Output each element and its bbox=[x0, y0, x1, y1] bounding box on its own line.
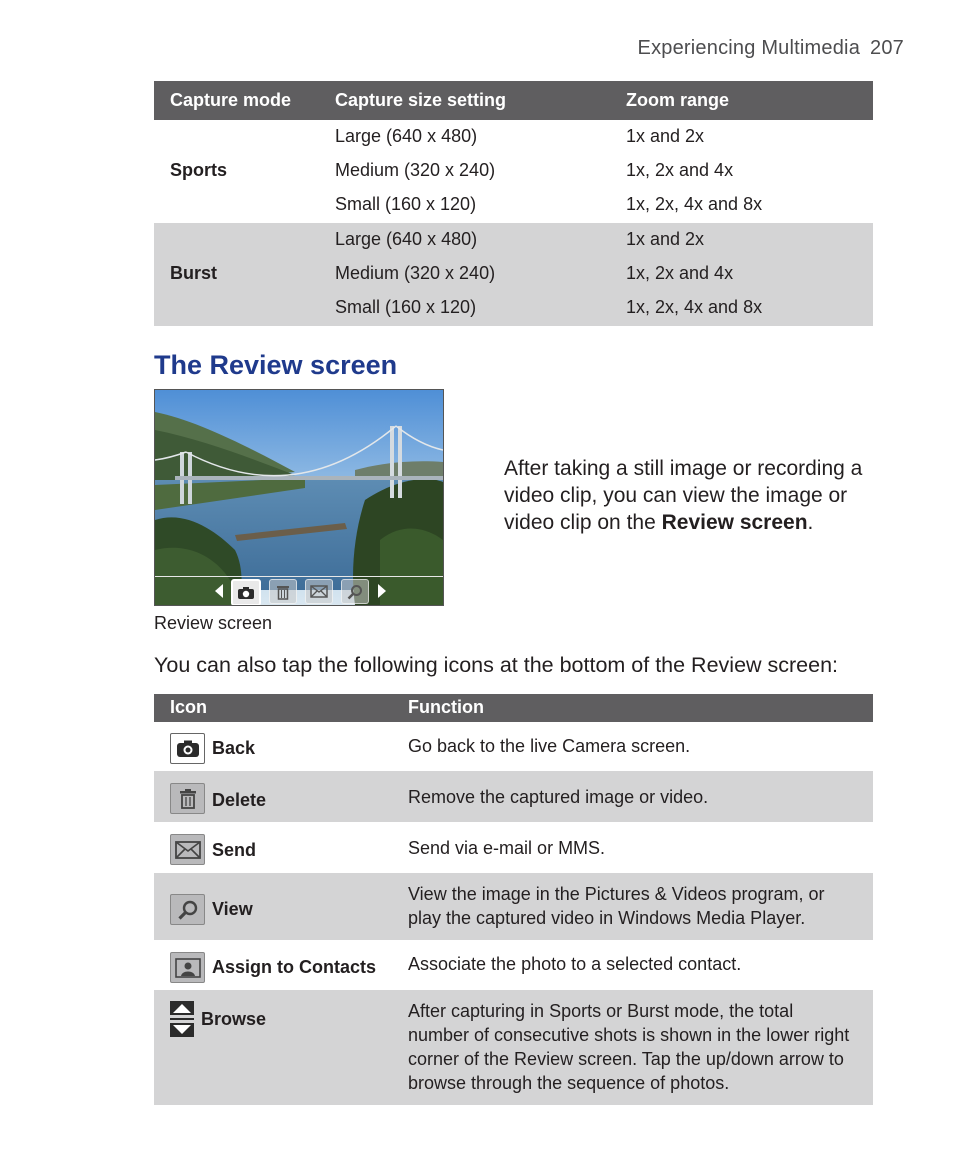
magnifier-icon bbox=[170, 894, 205, 925]
zoom-cell: 1x and 2x bbox=[626, 126, 705, 146]
zoom-cell: 1x, 2x and 4x bbox=[626, 160, 734, 180]
envelope-icon[interactable] bbox=[305, 579, 333, 604]
description-end: . bbox=[807, 511, 814, 534]
table-row bbox=[154, 188, 873, 222]
review-screen-image bbox=[154, 389, 444, 606]
table-row bbox=[154, 291, 873, 325]
table-row bbox=[154, 722, 873, 771]
zoom-cell: 1x and 2x bbox=[626, 229, 705, 249]
table-row bbox=[154, 257, 873, 291]
chapter-title: Experiencing Multimedia bbox=[637, 37, 861, 59]
icon-function: Send via e-mail or MMS. bbox=[408, 838, 606, 858]
review-toolbar bbox=[155, 576, 443, 605]
section-title: The Review screen bbox=[154, 350, 398, 380]
capture-mode: Burst bbox=[170, 263, 218, 283]
table-row bbox=[154, 771, 873, 822]
icon-function: View the image in the Pictures & Videos program, or play the captured video in Windows Media Player. bbox=[408, 884, 825, 928]
size-cell: Large (640 x 480) bbox=[335, 229, 478, 249]
arrow-right-icon[interactable] bbox=[378, 584, 386, 598]
size-cell: Small (160 x 120) bbox=[335, 297, 477, 317]
zoom-cell: 1x, 2x, 4x and 8x bbox=[626, 194, 763, 214]
trash-icon bbox=[170, 783, 205, 814]
icon-function-table bbox=[154, 694, 873, 1105]
contact-photo-icon bbox=[170, 952, 205, 983]
icon-function: Associate the photo to a selected contact. bbox=[408, 954, 742, 974]
table-row bbox=[154, 990, 873, 1105]
description-text: After taking a still image or recording a video clip, you can view the image or video clip on the bbox=[504, 457, 863, 534]
trash-icon[interactable] bbox=[269, 579, 297, 604]
table-row bbox=[154, 120, 873, 154]
camera-icon bbox=[170, 733, 205, 764]
column-header: Zoom range bbox=[626, 90, 730, 110]
table-row bbox=[154, 822, 873, 873]
zoom-cell: 1x, 2x, 4x and 8x bbox=[626, 297, 763, 317]
size-cell: Medium (320 x 240) bbox=[335, 160, 496, 180]
column-header: Capture mode bbox=[170, 90, 292, 110]
zoom-cell: 1x, 2x and 4x bbox=[626, 263, 734, 283]
icon-name: Delete bbox=[212, 790, 267, 810]
size-cell: Large (640 x 480) bbox=[335, 126, 478, 146]
capture-mode: Sports bbox=[170, 160, 228, 180]
table-header bbox=[154, 81, 873, 120]
column-header: Capture size setting bbox=[335, 90, 507, 110]
column-header: Function bbox=[408, 697, 484, 717]
icon-name: Assign to Contacts bbox=[212, 957, 377, 977]
capture-settings-table bbox=[154, 81, 873, 326]
figure-caption: Review screen bbox=[154, 613, 273, 633]
table-header bbox=[154, 694, 873, 722]
icon-function: Remove the captured image or video. bbox=[408, 787, 709, 807]
icon-name: View bbox=[212, 899, 253, 919]
bridge-photo bbox=[155, 390, 443, 605]
size-cell: Medium (320 x 240) bbox=[335, 263, 496, 283]
icon-name: Back bbox=[212, 738, 256, 758]
capture-group-sports bbox=[154, 120, 873, 223]
review-description bbox=[504, 455, 884, 536]
table-row bbox=[154, 154, 873, 188]
page-number: 207 bbox=[870, 37, 904, 59]
running-header bbox=[638, 37, 904, 60]
camera-icon[interactable] bbox=[231, 579, 261, 606]
icon-name: Send bbox=[212, 840, 257, 860]
arrow-left-icon[interactable] bbox=[215, 584, 223, 598]
table-row bbox=[154, 223, 873, 257]
lead-paragraph: You can also tap the following icons at the bottom of the Review screen: bbox=[154, 653, 839, 677]
description-bold: Review screen bbox=[661, 511, 808, 534]
column-header: Icon bbox=[170, 697, 208, 717]
magnifier-icon[interactable] bbox=[341, 579, 369, 604]
envelope-icon bbox=[170, 834, 205, 865]
table-row bbox=[154, 873, 873, 940]
icon-function: After capturing in Sports or Burst mode, the total number of consecutive shots is shown in the lower right corner of the Review screen. Tap the up/down arrow to browse through the sequence of photos. bbox=[408, 1001, 850, 1093]
size-cell: Small (160 x 120) bbox=[335, 194, 477, 214]
capture-group-burst bbox=[154, 223, 873, 326]
icon-name: Browse bbox=[201, 1009, 267, 1029]
icon-function: Go back to the live Camera screen. bbox=[408, 736, 691, 756]
table-row bbox=[154, 940, 873, 990]
up-down-arrows-icon bbox=[170, 1001, 194, 1037]
